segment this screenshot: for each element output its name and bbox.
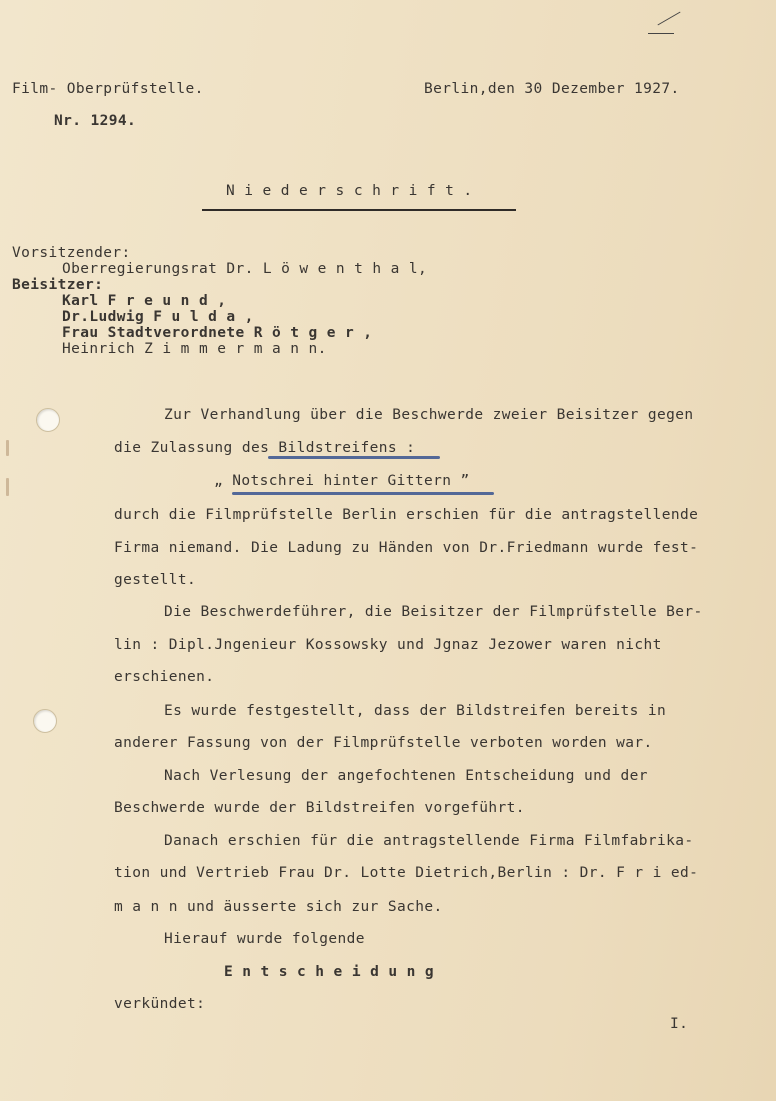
body-line: Es wurde festgestellt, dass der Bildstreifen bereits in bbox=[164, 703, 667, 719]
place-date: Berlin,den 30 Dezember 1927. bbox=[424, 81, 680, 97]
body-line: Beschwerde wurde der Bildstreifen vorgeführt. bbox=[114, 800, 525, 816]
body-line: anderer Fassung von der Filmprüfstelle verboten worden war. bbox=[114, 735, 653, 751]
body-line: tion und Vertrieb Frau Dr. Lotte Dietrich,Berlin : Dr. F r i ed- bbox=[114, 865, 699, 881]
paper-blemish bbox=[6, 478, 9, 496]
body-line: Danach erschien für die antragstellende Firma Filmfabrika- bbox=[164, 833, 694, 849]
ink-underline bbox=[232, 492, 494, 495]
body-line: Hierauf wurde folgende bbox=[164, 931, 365, 947]
body-line: m a n n und äusserte sich zur Sache. bbox=[114, 899, 443, 915]
announced-line: verkündet: bbox=[114, 996, 206, 1012]
body-line: Firma niemand. Die Ladung zu Händen von Dr.Friedmann wurde fest- bbox=[114, 540, 699, 556]
ink-underline bbox=[268, 456, 440, 459]
chair-name: Oberregierungsrat Dr. L ö w e n t h a l, bbox=[62, 261, 428, 277]
body-line: durch die Filmprüfstelle Berlin erschien für die antragstellende bbox=[114, 507, 699, 523]
body-line: gestellt. bbox=[114, 572, 197, 588]
handwritten-mark bbox=[657, 12, 680, 26]
member-name: Karl F r e u n d , bbox=[62, 293, 227, 309]
body-line: lin : Dipl.Jngenieur Kossowsky und Jgnaz Jezower waren nicht bbox=[114, 637, 662, 653]
punch-hole bbox=[36, 408, 60, 432]
punch-hole bbox=[33, 709, 57, 733]
members-label: Beisitzer: bbox=[12, 277, 104, 293]
body-line: Die Beschwerdeführer, die Beisitzer der Filmprüfstelle Ber- bbox=[164, 604, 703, 620]
handwritten-mark bbox=[648, 33, 674, 34]
body-line: erschienen. bbox=[114, 669, 215, 685]
member-name: Frau Stadtverordnete R ö t g e r , bbox=[62, 325, 373, 341]
decision-heading: E n t s c h e i d u n g bbox=[224, 964, 434, 980]
member-name: Heinrich Z i m m e r m a n n. bbox=[62, 341, 327, 357]
body-line: Nach Verlesung der angefochtenen Entscheidung und der bbox=[164, 768, 648, 784]
document-number: Nr. 1294. bbox=[54, 113, 137, 129]
member-name: Dr.Ludwig F u l d a , bbox=[62, 309, 254, 325]
office-name: Film- Oberprüfstelle. bbox=[12, 81, 204, 97]
body-line: die Zulassung des Bildstreifens : bbox=[114, 440, 416, 456]
body-line: Zur Verhandlung über die Beschwerde zweier Beisitzer gegen bbox=[164, 407, 694, 423]
title-underline bbox=[202, 209, 516, 211]
document-title: N i e d e r s c h r i f t . bbox=[226, 183, 473, 199]
paper-blemish bbox=[6, 440, 9, 456]
film-title: „ Notschrei hinter Gittern ” bbox=[214, 473, 470, 489]
chair-label: Vorsitzender: bbox=[12, 245, 131, 261]
section-marker: I. bbox=[670, 1016, 689, 1032]
